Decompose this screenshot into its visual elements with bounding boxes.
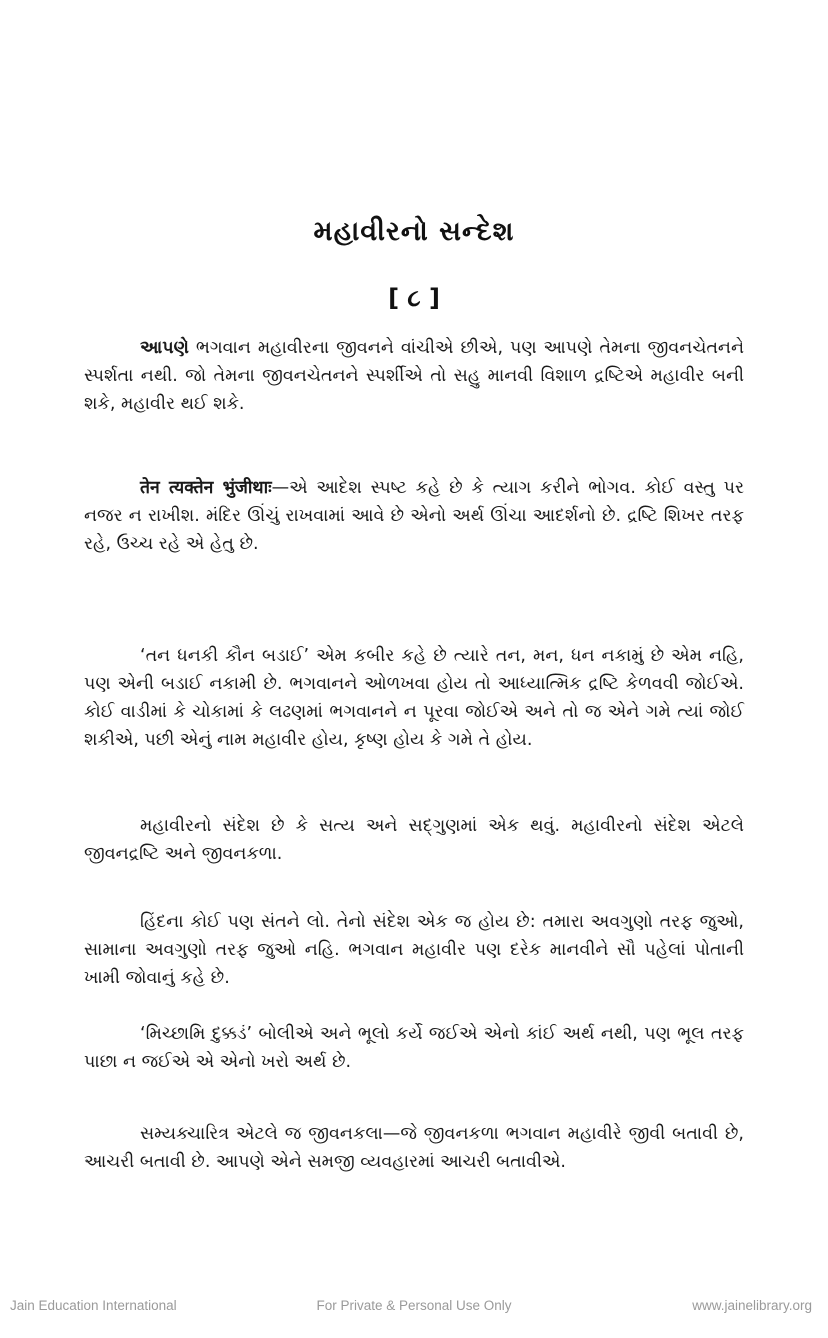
paragraph-text: ‘તન ધનકી કૌન બડાઈ’ એમ કબીર કહે છે ત્યારે તન, મન, ધન નકામું છે એમ નહિ, પણ એની બડાઈ નકામી છે. ભગવાનને ઓળખવા હોય તો આધ્યાત્મિક દ્રષ્ટિ કેળવવી જોઈએ. કોઈ વાડીમાં કે ચોકામાં કે લઢણમાં ભગવાનને ન પૂરવા જોઈએ અને તો જ એને ગમે ત્યાં જોઈ શકીએ, પછી એનું નામ મહાવીર હોય, કૃષ્ણ હોય કે ગમે તે હોય. — [84, 646, 744, 750]
page-footer — [0, 1298, 828, 1318]
sanskrit-quote: तेन त्यक्तेन भुंजीथाः — [140, 478, 272, 498]
chapter-number: [ ૮ ] — [388, 284, 440, 312]
footer-publisher: Jain Education International — [10, 1298, 177, 1313]
paragraph-text: મહાવીરનો સંદેશ છે કે સત્ય અને સદ્ગુણમાં એક થવું. મહાવીરનો સંદેશ એટલે જીવનદ્રષ્ટિ અને જીવનકળા. — [84, 816, 744, 864]
paragraph-6 — [84, 1020, 744, 1076]
paragraph-7 — [84, 1120, 744, 1176]
footer-website-link[interactable]: www.jainelibrary.org — [692, 1298, 812, 1313]
paragraph-4 — [84, 812, 744, 868]
paragraph-lead-word: આપણે — [140, 338, 189, 358]
paragraph-5 — [84, 908, 744, 992]
paragraph-1 — [84, 334, 744, 418]
paragraph-text: ભગવાન મહાવીરના જીવનને વાંચીએ છીએ, પણ આપણે તેમના જીવનચેતનને સ્પર્શતા નથી. જો તેમના જીવનચેતનને સ્પર્શીએ તો સહુ માનવી વિશાળ દ્રષ્ટિએ મહાવીર બની શકે, મહાવીર થઈ શકે. — [84, 338, 744, 414]
paragraph-3 — [84, 642, 744, 754]
paragraph-text: —એ આદેશ સ્પષ્ટ કહે છે કે ત્યાગ કરીને ભોગવ. કોઈ વસ્તુ પર નજર ન રાખીશ. મંદિર ઊંચું રાખવામાં આવે છે એનો અર્થ ઊંચા આદર્શનો છે. દ્રષ્ટિ શિખર તરફ રહે, ઉચ્ચ રહે એ હેતુ છે. — [84, 478, 744, 554]
page-title: મહાવીરનો સન્દેશ — [313, 216, 515, 247]
paragraph-2 — [84, 474, 744, 558]
paragraph-text: હિંદના કોઈ પણ સંતને લો. તેનો સંદેશ એક જ હોય છે: તમારા અવગુણો તરફ જુઓ, સામાના અવગુણો તરફ જુઓ નહિ. ભગવાન મહાવીર પણ દરેક માનવીને સૌ પહેલાં પોતાની ખામી જોવાનું કહે છે. — [84, 912, 744, 988]
paragraph-text: ‘મિચ્છામિ દુક્કડં’ બોલીએ અને ભૂલો કર્યે જઈએ એનો કાંઈ અર્થ નથી, પણ ભૂલ તરફ પાછા ન જઈએ એ એનો ખરો અર્થ છે. — [84, 1024, 744, 1072]
paragraph-text: સમ્યક્ચારિત્ર એટલે જ જીવનકલા—જે જીવનકળા ભગવાન મહાવીરે જીવી બતાવી છે, આચરી બતાવી છે. આપણે એને સમજી વ્યવહારમાં આચરી બતાવીએ. — [84, 1124, 744, 1172]
footer-usage-notice: For Private & Personal Use Only — [316, 1298, 512, 1313]
